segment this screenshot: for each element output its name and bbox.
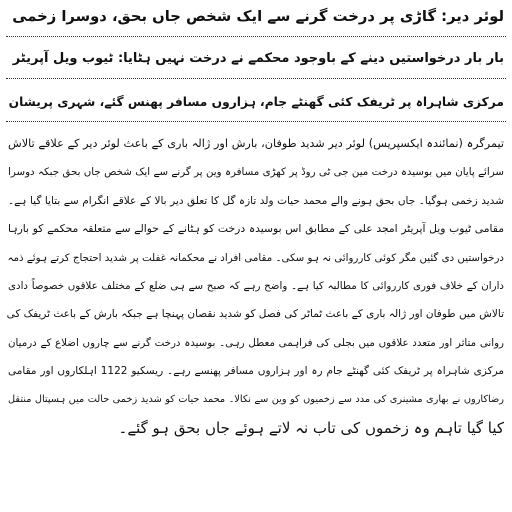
headline-divider xyxy=(6,121,506,122)
article-line: درخواستیں دی گئیں مگر کوئی کارروائی نہ ہو سکی۔ مقامی افراد نے محکمانہ غفلت پر شدید احتجاج کرتے ہوئے ذمہ xyxy=(7,251,504,264)
headline-sub-1: بار بار درخواستیں دینے کے باوجود محکمے نے درخت نہیں ہٹایا: ٹیوب ویل آپریٹر xyxy=(12,51,504,66)
headline-main: لوئر دیر: گاڑی پر درخت گرنے سے ایک شخص جاں بحق، دوسرا زخمی xyxy=(12,8,504,25)
article-line: داران کے خلاف فوری کارروائی کا مطالبہ کیا ہے۔ واضح رہے کہ صبح سے ہی ضلع کے مختلف علاقوں خصوصاً دادی xyxy=(8,280,504,293)
article-line: تیمرگرہ (نمائندہ ایکسپریس) لوئر دیر شدید طوفان، بارش اور ژالہ باری کے باعث لوئر دیر کے علاقے تالاش xyxy=(8,137,504,150)
article-line: مقامی ٹیوب ویل آپریٹر امجد علی کے مطابق اس بوسیدہ درخت کو ہٹانے کے حوالے سے متعلقہ محکمے کو بارہا xyxy=(8,222,504,236)
headline-divider xyxy=(6,78,506,79)
headline-sub-2: مرکزی شاہراہ پر ٹریفک کئی گھنٹے جام، ہزاروں مسافر پھنس گئے، شہری پریشان xyxy=(8,95,504,109)
article-line-last: کیا گیا تاہم وہ زخموں کی تاب نہ لاتے ہوئے جاں بحق ہو گئے۔ xyxy=(118,419,504,438)
article-line: روانی متاثر اور متعدد علاقوں میں بجلی کی فراہمی معطل رہی۔ بوسیدہ درخت گرنے سے چاروں اضلاع کے درمیان xyxy=(8,336,504,349)
article-line: مرکزی شاہراہ پر ٹریفک کئی گھنٹے جام رہ اور ہزاروں مسافر پھنسے رہے۔ ریسکیو 1122 اہلکاروں اور مقامی xyxy=(8,365,504,378)
article-line: تالاش میں طوفان اور ژالہ باری کے باعث ٹماٹر کی فصل کو شدید نقصان پہنچا ہے جبکہ بارش کے باعث ٹریفک کی xyxy=(6,308,504,321)
headline-divider xyxy=(6,36,506,37)
article-body xyxy=(8,130,504,442)
article-line: شدید زخمی ہوگیا۔ جاں بحق ہونے والے محمد حیات ولد تازہ گل کا تعلق دیر بالا کے علاقے انگرام سے بتایا گیا ہے۔ xyxy=(8,194,504,207)
article-line: رضاکاروں نے بھاری مشینری کی مدد سے زخمیوں کو وین سے نکالا۔ محمد حیات کو شدید زخمی حالت میں ہسپتال منتقل xyxy=(8,393,504,405)
article-line: سرائے پایان میں بوسیدہ درخت مین جی ٹی روڈ پر کھڑی مسافرہ وین پر گرنے سے ایک شخص جاں بحق جبکہ دوسرا xyxy=(8,166,504,179)
